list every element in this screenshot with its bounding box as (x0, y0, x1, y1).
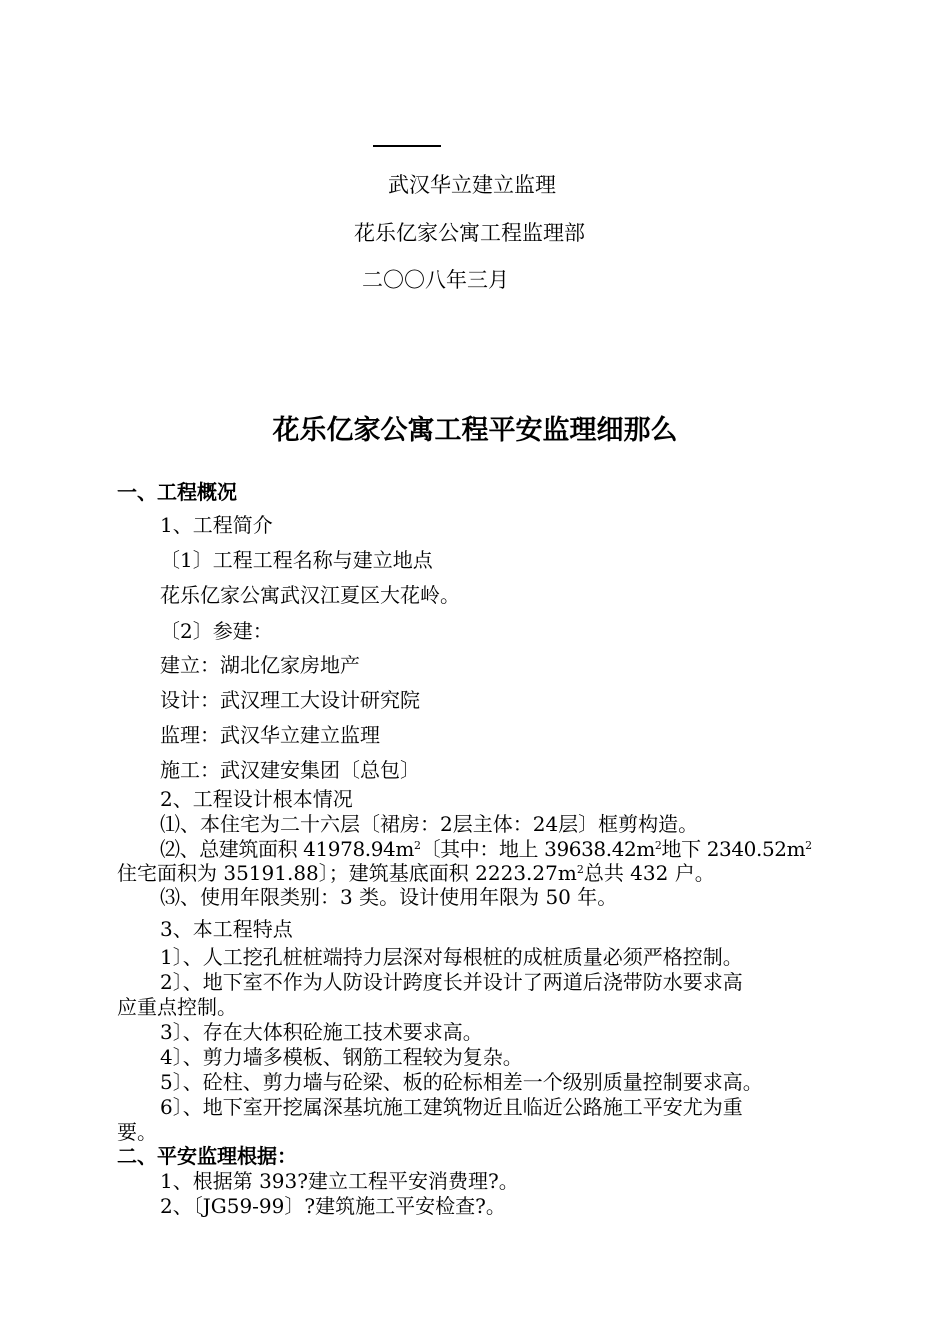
document-title: 花乐亿家公寓工程平安监理细那么 (272, 415, 678, 446)
design-item-2 (160, 836, 812, 862)
item-participants-label: 〔2〕参建： (160, 619, 273, 643)
feature-2: 2〕、地下室不作为人防设计跨度长并设计了两道后浇带防水要求高 (160, 970, 743, 994)
subsection-features: 3、本工程特点 (160, 917, 293, 941)
design-item-2-cont-b: 总共 432 户。 (583, 861, 715, 885)
design-item-2-continued (117, 860, 715, 886)
superscript-2: 2 (654, 839, 662, 852)
participant-supervisor: 监理：武汉华立建立监理 (160, 723, 380, 747)
item-name-location-text: 花乐亿家公寓武汉江夏区大花岭。 (160, 583, 460, 607)
participant-designer: 设计：武汉理工大设计研究院 (160, 688, 420, 712)
feature-6: 6〕、地下室开挖属深基坑施工建筑物近且临近公路施工平安尤为重 (160, 1095, 743, 1119)
feature-2-continued: 应重点控制。 (117, 995, 237, 1019)
item-name-location-label: 〔1〕工程工程名称与建立地点 (160, 548, 433, 572)
feature-4: 4〕、剪力墙多模板、钢筋工程较为复杂。 (160, 1045, 523, 1069)
feature-5: 5〕、砼柱、剪力墙与砼梁、板的砼标相差一个级别质量控制要求高。 (160, 1070, 763, 1094)
section1-heading: 一、工程概况 (117, 480, 237, 504)
design-item-1: ⑴、本住宅为二十六层〔裙房：2层主体：24层〕框剪构造。 (160, 812, 699, 836)
feature-1: 1〕、人工挖孔桩桩端持力层深对每根桩的成桩质量必须严格控制。 (160, 945, 743, 969)
superscript-2: 2 (805, 839, 812, 852)
design-item-2-cont-a: 住宅面积为 35191.88〕；建筑基底面积 2223.27m (117, 861, 577, 885)
participant-builder: 建立：湖北亿家房地产 (160, 653, 360, 677)
section2-heading: 二、平安监理根据： (117, 1144, 297, 1168)
design-item-2-part-a: ⑵、总建筑面积 41978.94m (160, 837, 414, 861)
cover-date: 二〇〇八年三月 (362, 268, 509, 292)
design-item-2-part-c: 地下 2340.52m (661, 837, 806, 861)
subsection-project-intro: 1、工程简介 (160, 513, 273, 537)
design-item-3: ⑶、使用年限类别：3 类。设计使用年限为 50 年。 (160, 885, 618, 909)
cover-org: 武汉华立建立监理 (388, 173, 556, 197)
cover-dept: 花乐亿家公寓工程监理部 (354, 221, 585, 245)
cover-rule (373, 145, 441, 147)
basis-2: 2、〔JG59-99〕?建筑施工平安检查?。 (160, 1194, 506, 1218)
feature-3: 3〕、存在大体积砼施工技术要求高。 (160, 1020, 483, 1044)
feature-6-continued: 要。 (117, 1120, 157, 1144)
design-item-2-part-b: 〔其中：地上 39638.42m (420, 837, 655, 861)
basis-1: 1、根据第 393?建立工程平安消费理?。 (160, 1169, 519, 1193)
superscript-2: 2 (576, 863, 584, 876)
superscript-2: 2 (413, 839, 421, 852)
participant-contractor: 施工：武汉建安集团〔总包〕 (160, 758, 420, 782)
subsection-design-info: 2、工程设计根本情况 (160, 787, 353, 811)
